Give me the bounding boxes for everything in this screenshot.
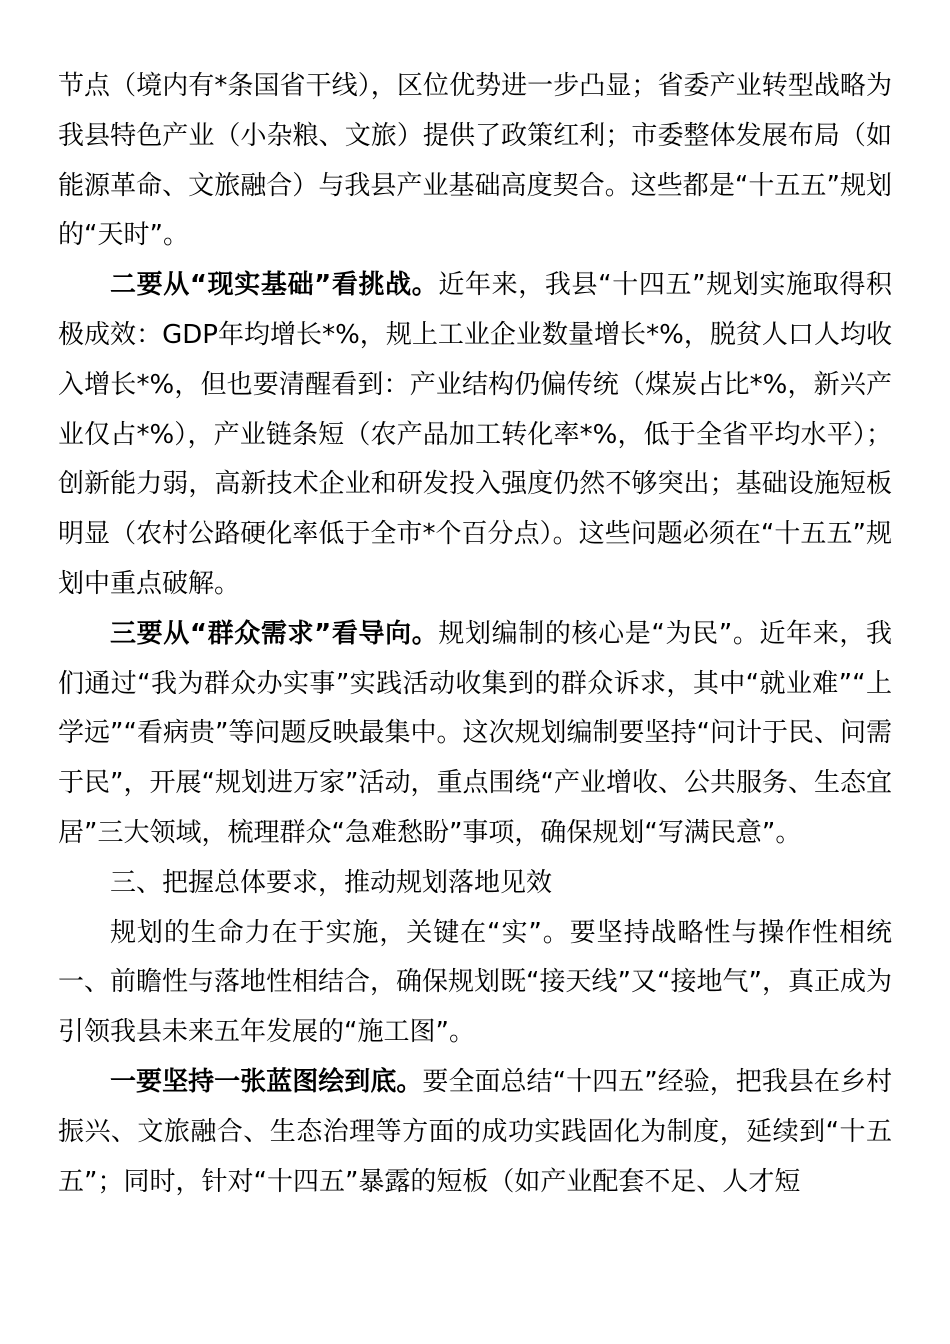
paragraph-lead-bold: 三要从“群众需求”看导向。 (110, 618, 439, 649)
paragraph-reality-basis (58, 261, 892, 610)
paragraph-public-demand (58, 610, 892, 859)
paragraph-text: 节点（境内有*条国省干线），区位优势进一步凸显；省委产业转型战略为我县特色产业（小杂粮、文旅）提供了政策红利；市委整体发展布局（如能源革命、文旅融合）与我县产业基础高度契合。这些都是“十五五”规划的“天时”。 (58, 71, 892, 251)
paragraph-implementation (58, 909, 892, 1058)
paragraph-text: 规划编制的核心是“为民”。近年来，我们通过“我为群众办实事”实践活动收集到的群众诉求，其中“就业难”“上学远”“看病贵”等问题反映最集中。这次规划编制要坚持“问计于民、问需于民”，开展“规划进万家”活动，重点围绕“产业增收、公共服务、生态宜居”三大领域，梳理群众“急难愁盼”事项，确保规划“写满民意”。 (58, 618, 892, 848)
paragraph-continuation (58, 62, 892, 261)
section-heading-text: 三、把握总体要求，推动规划落地见效 (110, 867, 553, 898)
paragraph-lead-bold: 一要坚持一张蓝图绘到底。 (110, 1066, 423, 1097)
paragraph-text: 近年来，我县“十四五”规划实施取得积极成效：GDP年均增长*%，规上工业企业数量增长*%，脱贫人口人均收入增长*%，但也要清醒看到：产业结构仍偏传统（煤炭占比*%，新兴产业仅占*%），产业链条短（农产品加工转化率*%，低于全省平均水平）；创新能力弱，高新技术企业和研发投入强度仍然不够突出；基础设施短板明显（农村公路硬化率低于全市*个百分点）。这些问题必须在“十五五”规划中重点破解。 (58, 270, 892, 599)
paragraph-lead-bold: 二要从“现实基础”看挑战。 (110, 270, 439, 301)
section-heading (58, 859, 892, 909)
paragraph-text: 规划的生命力在于实施，关键在“实”。要坚持战略性与操作性相统一、前瞻性与落地性相结合，确保规划既“接天线”又“接地气”，真正成为引领我县未来五年发展的“施工图”。 (58, 917, 892, 1048)
paragraph-one-blueprint (58, 1058, 892, 1207)
paragraph-text: 要全面总结“十四五”经验，把我县在乡村振兴、文旅融合、生态治理等方面的成功实践固化为制度，延续到“十五五”；同时，针对“十四五”暴露的短板（如产业配套不足、人才短 (58, 1066, 892, 1197)
document-page (58, 62, 892, 1207)
